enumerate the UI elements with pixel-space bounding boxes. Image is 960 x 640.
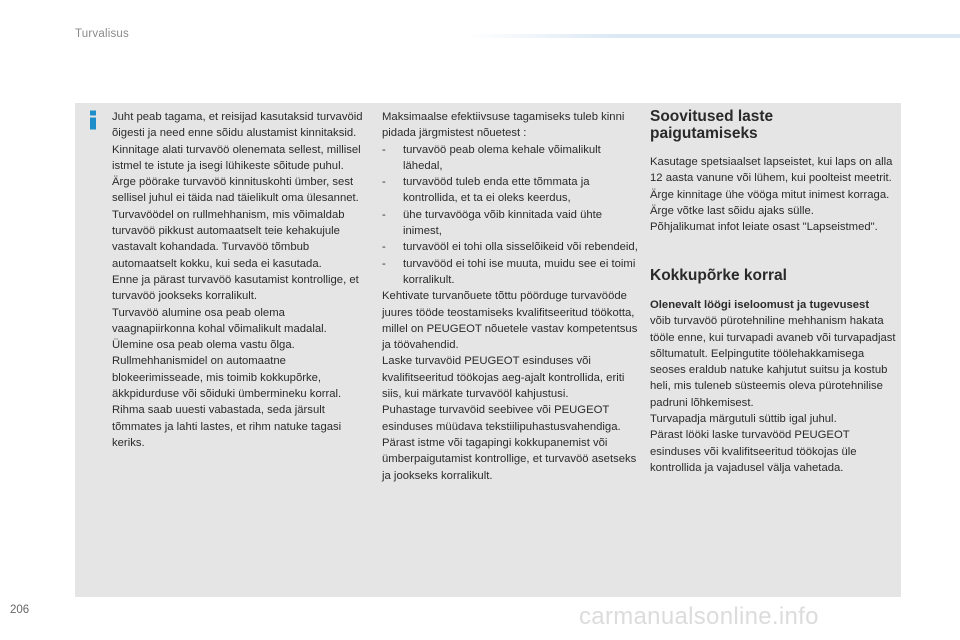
children-and-collision-column bbox=[650, 109, 900, 476]
paragraph: Ülemine osa peab olema vastu õlga. bbox=[112, 339, 295, 352]
list-item bbox=[382, 256, 638, 289]
list-item-text: turvavöö peab olema kehale võimalikult lähedal, bbox=[403, 143, 601, 172]
collision-text: võib turvavöö pürotehniline mehhanism hakata tööle enne, kui turvapadi avaneb või turvapadjast sõltumatult. Eelpingutite töölehakkamisega seoses eraldub natuke kahjutut suitsu ja kostub heli, mis tuleneb süsteemis oleva pürotehnilise padruni lõhkemisest. bbox=[650, 315, 896, 409]
paragraph: Pärast lööki laske turvavööd PEUGEOT esinduses või kvalifitseeritud töökojas üle kontrollida ja vajadusel välja vahetada. bbox=[650, 429, 857, 474]
paragraph: Ärge võtke last sõidu ajaks sülle. bbox=[650, 204, 814, 217]
collision-heading: Kokkupõrke korral bbox=[650, 267, 787, 285]
header-rule bbox=[470, 34, 960, 38]
collision-paragraph bbox=[650, 297, 900, 411]
list-item bbox=[382, 239, 638, 255]
paragraph: Põhjalikumat infot leiate osast "Lapseistmed". bbox=[650, 221, 878, 234]
list-item-text: ühe turvavööga võib kinnitada vaid ühte inimest, bbox=[403, 208, 603, 238]
watermark: carmanualsonline.info bbox=[579, 603, 819, 630]
safety-instructions-column bbox=[112, 109, 367, 451]
list-item-text: turvavööd tuleb enda ette tõmmata ja kontrollida, et ta ei oleks keerdus, bbox=[403, 176, 590, 205]
bullet-dash: - bbox=[382, 208, 386, 221]
paragraph: Juht peab tagama, et reisijad kasutaksid turvavöid õigesti ja need enne sõidu alustamist kinnitaksid. bbox=[112, 111, 363, 140]
paragraph: Pärast istme või tagapingi kokkupanemist või ümberpaigutamist kontrollige, et turvavöö asetseks ja jookseks korralikult. bbox=[382, 436, 637, 482]
child-placement-heading bbox=[650, 109, 900, 142]
paragraph: Kasutage spetsiaalset lapseistet, kui laps on alla 12 aasta vanune või lühem, kui poolteist meetrit. bbox=[650, 156, 893, 185]
paragraph: Turvavöö alumine osa peab olema vaagnapiirkonna kohal võimalikult madalal. bbox=[112, 306, 327, 335]
bullet-dash: - bbox=[382, 257, 386, 270]
heading-line: Soovitused laste bbox=[650, 108, 774, 125]
paragraph: Ärge kinnitage ühe vööga mitut inimest korraga. bbox=[650, 188, 890, 201]
paragraph: Kehtivate turvanõuete tõttu pöörduge turvavööde juures tööde teostamiseks kvalifitseeritud töökotta, millel on PEUGEOT nõuetele vastav kompetentsus ja töövahendid. bbox=[382, 290, 638, 352]
paragraph: Rullmehhanismidel on automaatne blokeerimisseade, mis toimib kokkupõrke, äkkpidurduse või sõiduki ümbermineku korral. Rihma saab uuesti vabastada, seda järsult tõmmates ja lahti lastes, et rihm natuke tagasi keriks. bbox=[112, 355, 342, 449]
list-item bbox=[382, 142, 638, 175]
section-title: Turvalisus bbox=[75, 28, 129, 40]
paragraph: Turvapadja märgutuli süttib igal juhul. bbox=[650, 413, 837, 426]
paragraph: Puhastage turvavöid seebivee või PEUGEOT esinduses müüdava tekstiilipuhastusvahendiga. bbox=[382, 404, 621, 433]
paragraph: Laske turvavöid PEUGEOT esinduses või kvalifitseeritud töökojas aeg-ajalt kontrollida, eriti siis, kui märkate turvavööl kahjustusi. bbox=[382, 355, 625, 401]
heading-line: paigutamiseks bbox=[650, 124, 758, 142]
bullet-dash: - bbox=[382, 176, 386, 189]
bullet-dash: - bbox=[382, 143, 386, 156]
list-item bbox=[382, 174, 638, 207]
paragraph: Enne ja pärast turvavöö kasutamist kontrollige, et turvavöö jookseks korralikult. bbox=[112, 273, 359, 303]
list-item-text: turvavööd ei tohi ise muuta, muidu see ei toimi korralikult. bbox=[403, 257, 636, 286]
list-item bbox=[382, 207, 638, 240]
page-number: 206 bbox=[10, 604, 30, 616]
info-icon bbox=[86, 110, 100, 130]
paragraph: Ärge pöörake turvavöö kinnituskohti ümber, sest sellisel juhul ei täida nad täielikult oma ülesannet. bbox=[112, 176, 359, 205]
bullet-dash: - bbox=[382, 241, 386, 254]
requirements-intro: Maksimaalse efektiivsuse tagamiseks tuleb kinni pidada järgmistest nõuetest : bbox=[382, 111, 625, 140]
requirements-column bbox=[382, 109, 638, 484]
paragraph: Turvavöödel on rullmehhanism, mis võimaldab turvavöö pikkust automaatselt teie kehakujule vastavalt kohandada. Turvavöö tõmbub automaatselt kokku, kui seda ei kasutada. bbox=[112, 208, 345, 270]
list-item-text: turvavööl ei tohi olla sisselõikeid või rebendeid, bbox=[403, 241, 638, 254]
paragraph: Kinnitage alati turvavöö olenemata sellest, millisel istmel te istute ja isegi lühikeste sõitude puhul. bbox=[112, 143, 361, 172]
collision-lead-bold: Olenevalt löögi iseloomust ja tugevusest bbox=[650, 298, 870, 311]
